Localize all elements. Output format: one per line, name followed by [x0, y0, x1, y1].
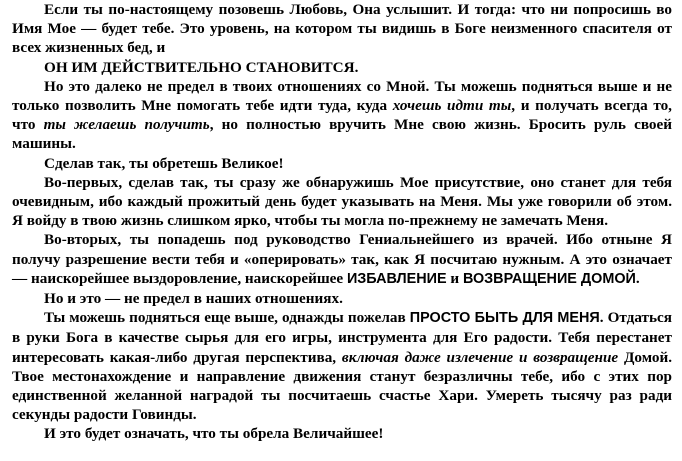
paragraph-6-text-a: Во-вторых, ты попадешь под руководство Гениальнейшего из врачей. Ибо отныне Я получу разрешение вести тебя и «оперировать» так, как Я посчитаю нужным. А это означает — наискорейшее выздоровление, наискорейшее [12, 231, 672, 287]
paragraph-8-text-c: . Отдаться в руки Бога в качестве сырья для его игры, инструмента для Его радости. Тебя перестанет интересовать какая-либо другая перспектива, [12, 309, 673, 366]
paragraph-8-text-e: Домой. Твое местонахождение и направление движения станут безразличны тебе, ибо с этих пор единственной желанной наградой ты посчитаешь счастье Хари. Умереть тысячу раз ради секунды радости Говинды. [12, 348, 672, 424]
paragraph-3-italic-b: хочешь идти ты [392, 97, 512, 115]
paragraph-3-text-a: Но это далеко не предел в твоих отношениях со Мной. Ты можешь подняться выше и не только позволить Мне помогать тебе идти туда, куда [12, 77, 672, 115]
paragraph-8 [12, 308, 672, 424]
paragraph-2-heading: ОН ИМ ДЕЙСТВИТЕЛЬНО СТАНОВИТСЯ. [44, 58, 359, 76]
paragraph-3-italic-d: ты желаешь получить [43, 116, 210, 134]
paragraph-6 [12, 230, 672, 289]
paragraph-7: Но и это — не предел в наших отношениях. [44, 290, 343, 308]
paragraph-8-italic-d: включая даже излечение и возвращение [341, 348, 619, 366]
paragraph-3-text-e: , но полностью вручить Мне свою жизнь. Бросить руль своей машины. [12, 116, 672, 153]
paragraph-6-caps-d: ВОЗВРАЩЕНИЕ ДОМОЙ [462, 270, 636, 287]
paragraph-8-caps-b: ПРОСТО БЫТЬ ДЛЯ МЕНЯ [409, 310, 600, 327]
paragraph-3-text-c: , и получать всегда то, что [12, 97, 672, 134]
paragraph-3 [12, 77, 672, 154]
paragraph-6-text-c: и [446, 269, 463, 287]
paragraph-9: И это будет означать, что ты обрела Величайшее! [44, 425, 384, 443]
paragraph-5: Во-первых, сделав так, ты сразу же обнаружишь Мое присутствие, оно станет для тебя очевидным, ибо каждый прожитый день будет указывать на Меня. Мы уже говорили об этом. Я войду в твою жизнь слишком ярко, чтобы ты могла по-прежнему не замечать Меня. [12, 173, 672, 230]
paragraph-6-caps-b: ИЗБАВЛЕНИЕ [346, 270, 447, 287]
paragraph-6-text-e: . [635, 269, 640, 287]
paragraph-8-text-a: Ты можешь подняться еще выше, однажды пожелав [44, 309, 410, 327]
paragraph-4: Сделав так, ты обретешь Великое! [44, 154, 284, 172]
paragraph-1: Если ты по-настоящему позовешь Любовь, Она услышит. И тогда: что ни попросишь во Имя Мое — будет тебе. Это уровень, на котором ты видишь в Боге неизменного спасителя от всех жизненных бед, и [12, 1, 672, 57]
